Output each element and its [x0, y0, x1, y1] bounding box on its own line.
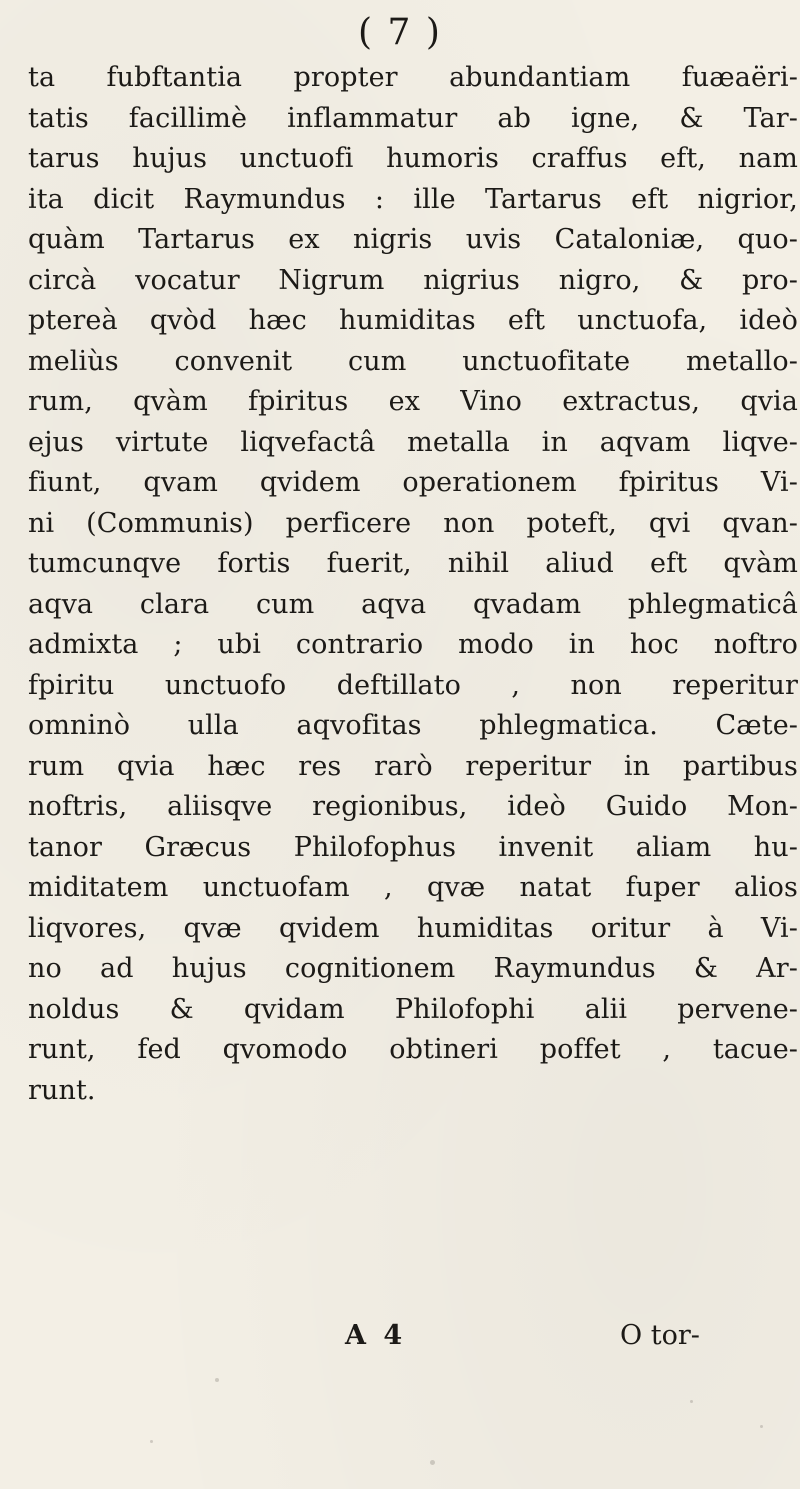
text-line: miditatem unctuofam , qvæ natat fuper alios: [28, 872, 798, 903]
paper-speck: [215, 1378, 219, 1382]
text-line: ejus virtute liqvefactâ metalla in aqvam liqve-: [28, 426, 798, 458]
text-line: admixta ; ubi contrario modo in hoc noftro: [28, 629, 798, 660]
text-line: tumcunqve fortis fuerit, nihil aliud eft qvàm: [28, 548, 798, 579]
text-line: ta fubftantia propter abundantiam fuæaëri-: [28, 62, 798, 93]
text-line: aqva clara cum aqva qvadam phlegmaticâ: [28, 588, 798, 620]
catchword: O tor-: [620, 1320, 700, 1351]
text-line: tarus hujus unctuofi humoris craffus eft, nam: [28, 143, 798, 174]
text-line: ita dicit Raymundus : ille Tartarus eft nigrior,: [28, 183, 798, 215]
page-number: ( 7 ): [358, 12, 442, 53]
text-line: noldus & qvidam Philofophi alii pervene-: [28, 993, 798, 1025]
text-line: tanor Græcus Philofophus invenit aliam hu-: [28, 831, 798, 863]
paper-speck: [150, 1440, 153, 1443]
text-line: runt.: [28, 1074, 96, 1106]
body-text: [28, 58, 798, 1111]
paper-speck: [690, 1400, 693, 1403]
text-line: tatis facillimè inflammatur ab igne, & Tar-: [28, 102, 798, 134]
signature-mark: A 4: [345, 1320, 407, 1351]
text-line: runt, fed qvomodo obtineri poffet , tacue-: [28, 1034, 798, 1065]
text-line: fiunt, qvam qvidem operationem fpiritus Vi-: [28, 467, 798, 498]
text-line: rum, qvàm fpiritus ex Vino extractus, qvia: [28, 386, 798, 417]
page-footer: [0, 1320, 800, 1370]
paper-speck: [430, 1460, 435, 1465]
text-line: quàm Tartarus ex nigris uvis Cataloniæ, quo-: [28, 224, 798, 255]
text-line: ni (Communis) perficere non poteft, qvi qvan-: [28, 507, 798, 539]
paper-speck: [760, 1425, 763, 1428]
text-line: ptereà qvòd hæc humiditas eft unctuofa, ideò: [28, 305, 798, 336]
text-line: no ad hujus cognitionem Raymundus & Ar-: [28, 953, 798, 984]
text-line: meliùs convenit cum unctuofitate metallo-: [28, 345, 798, 377]
text-line: circà vocatur Nigrum nigrius nigro, & pro-: [28, 264, 798, 296]
text-line: rum qvia hæc res rarò reperitur in partibus: [28, 750, 798, 782]
text-line: liqvores, qvæ qvidem humiditas oritur à Vi-: [28, 912, 798, 944]
text-line: fpiritu unctuofo deftillato , non reperitur: [28, 669, 798, 701]
text-line: noftris, aliisqve regionibus, ideò Guido Mon-: [28, 791, 798, 822]
text-line: omninò ulla aqvofitas phlegmatica. Cæte-: [28, 710, 798, 741]
